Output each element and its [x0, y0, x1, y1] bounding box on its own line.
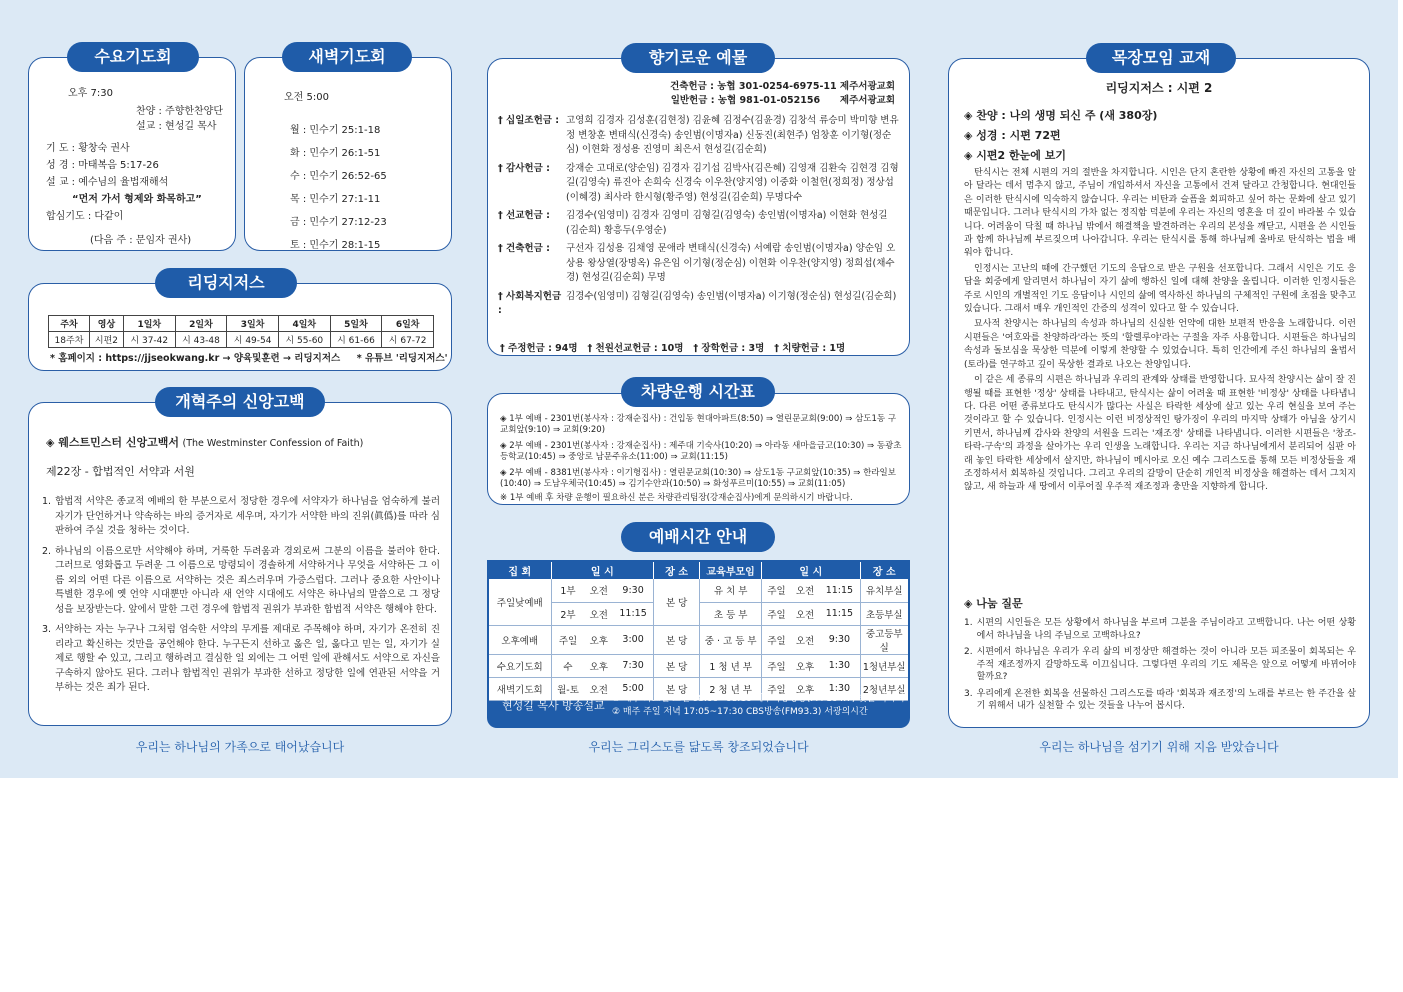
- worship-cell: 오전: [585, 677, 614, 700]
- worship-cell: 오후: [585, 654, 614, 677]
- worship-cell: 오후예배: [489, 625, 551, 654]
- reading-cell: 시 37-42: [123, 332, 175, 348]
- worship-cell: 1:30: [819, 654, 860, 677]
- wednesday-prayer-title: 수요기도회: [67, 42, 199, 72]
- reading-header: 3일차: [227, 316, 279, 332]
- creed-book: [46, 436, 363, 451]
- dawn-time: 오전 5:00: [284, 92, 329, 103]
- worship-cell: 11:15: [819, 602, 860, 625]
- reading-header: 2일차: [175, 316, 227, 332]
- offering-label: † 건축헌금 :: [498, 243, 550, 254]
- worship-cell: 수: [551, 654, 585, 677]
- offering-footer: † 주정헌금 : 94명 † 천원선교헌금 : 10명 † 장학헌금 : 3명 † 치량헌금 : 1명: [500, 343, 846, 354]
- creed-chapter: 제22장 - 합법적인 서약과 서원: [46, 465, 195, 478]
- worship-cell: 2부: [551, 602, 585, 625]
- worship-cell: 본 당: [654, 579, 700, 625]
- wed-sermon: 설 교 : 예수님의 율법재해석: [46, 177, 169, 188]
- offering-list: [498, 114, 900, 323]
- broadcast-line-2: ② 매주 주일 저녁 17:05~17:30 CBS방송(FM93.3) 서광의시간: [612, 707, 868, 717]
- dawn-day: 금 : 민수기 27:12-23: [290, 217, 387, 228]
- cell-questions-title: ◈ 나눔 질문: [964, 597, 1023, 610]
- worship-header: 장 소: [654, 562, 700, 579]
- offering-label: † 감사헌금 :: [498, 162, 550, 174]
- worship-header: 장 소: [860, 562, 908, 579]
- question-text: 시편의 시인들은 모든 상황에서 하나님을 부르며 그분을 주님이라고 고백합니다. 나는 어떤 상황에서 하나님을 나의 주님으로 고백하나요?: [976, 618, 1356, 641]
- wed-host: 설교 : 현성길 목사: [136, 121, 217, 132]
- question-number: 2.: [964, 647, 973, 657]
- worship-header: 일 시: [762, 562, 860, 579]
- reading-note: * 홈페이지 : https://jjseokwang.kr → 양육및훈련 → 리딩지저스 * 유튜브 '리딩지저스': [50, 353, 448, 364]
- bus-line: ◈ 2부 예배 - 2301번(봉사자 : 강재순집사) : 제주대 기숙사(10:20) ⇒ 아라동 새마을금고(10:30) ⇒ 동광초등학교(10:45) ⇒ 중앙로 남문주유소(11:00) ⇒ 교회(11:15): [500, 441, 902, 462]
- wed-closing: 합심기도 : 다같이: [46, 211, 124, 222]
- reading-cell: 시 49-54: [227, 332, 279, 348]
- worship-cell: 수요기도회: [489, 654, 551, 677]
- worship-cell: 월-토: [551, 677, 585, 700]
- worship-cell: 오전: [791, 625, 820, 654]
- dawn-day: 토 : 민수기 28:1-15: [290, 240, 381, 251]
- reading-cell: 시 43-48: [175, 332, 227, 348]
- worship-cell: 9:30: [819, 625, 860, 654]
- broadcast-label: 현성길 목사 방송설교: [502, 699, 605, 712]
- offering-label: † 선교헌금 :: [498, 210, 550, 221]
- worship-cell: 주일: [762, 654, 791, 677]
- offering-row: [498, 162, 900, 206]
- creed-items: [42, 495, 440, 696]
- reading-cell: 시 61-66: [330, 332, 382, 348]
- reading-header: 주차: [49, 316, 90, 332]
- worship-cell: 7:30: [613, 654, 654, 677]
- offering-names: 김경수(임영미) 김경자 김영미 김형길(김영숙) 송인범(이명자a) 이현화 현성길(김순희) 황흥두(우영순): [566, 210, 888, 236]
- cell-paragraph: 이 같은 세 종류의 시편은 하나님과 우리의 관계와 상태를 반영합니다. 묘사적 찬양시는 삶이 잘 진행될 때를 표현한 '정상' 상태를 나타내고, 탄식시는 삶이 어려울 때 표현한 '비정상' 상태를 나타냅니다. 다른 어떤 종류보다도 탄식시가 많다는 사실은 타락한 세상에 살고 있는 우리 현실을 보여 주는 것이라고 할 수 있습니다. 인정시는 이런 비정상적인 탕가징이 우리의 마지막 상태가 아님을 상기시키면서, 하나님께 감사와 찬양의 서원을 드리는 '재조정' 상태를 나타냅니다. 이러한 시편들은 '창조-타락-구속'의 과정을 살아가는 우리 인생을 노래합니다. 우리는 지금 하나님에게서 분리되어 심판 아래 놓인 타락한 세상에서 살지만, 하나님이 메시아로 오신 예수 그리스도를 통해 모든 비정상들을 재조정하셔서 회복하실 것입니다. 그리고 우리의 갈망이 단순히 개인적 비정상을 해결하는 데서 그치지 않고, 새 하늘과 새 땅에서 이루어질 우주적 재조정과 충만을 지향하게 합니다.: [964, 375, 1356, 493]
- creed-item-text: 하나님의 이름으로만 서약해야 하며, 거룩한 두려움과 경외로써 그분의 이름을 불러야 한다. 그러므로 영화롭고 두려운 그 이름으로 망령되이 경솔하게 서약하거나 무엇을 서약하든 그 이름 외의 어떤 다른 이름으로 서약하는 것은 죄스러우며 가증스럽다. 그러나 중요한 사안이나 특별한 경우에 옛 언약 시대뿐만 아니라 새 언약 시대에도 서약은 하나님의 말씀으로 그 정당성을 보장받는다. 앞에서 말한 그런 경우에 합법적 권위가 부과한 합법적 서약은 행해야 한다.: [55, 545, 440, 615]
- cell-questions: [964, 617, 1356, 713]
- worship-cell: 2청년부실: [860, 677, 908, 700]
- bus-note: ※ 1부 예배 후 차량 운행이 필요하신 분은 차량관리팀장(강재순집사)에게 문의하시기 바랍니다.: [500, 493, 853, 503]
- cell-paragraphs: [964, 167, 1356, 495]
- cell-scripture: ◈ 성경 : 시편 72편: [964, 129, 1061, 142]
- cell-question: [964, 617, 1356, 642]
- dawn-prayer-title: 새벽기도회: [282, 42, 412, 72]
- worship-table: [489, 562, 908, 701]
- worship-cell: 주일: [762, 625, 791, 654]
- worship-cell: 오후: [791, 654, 820, 677]
- wed-time: 오후 7:30: [68, 88, 113, 99]
- worship-cell: 주일: [762, 602, 791, 625]
- reading-header: 4일차: [278, 316, 330, 332]
- cell-paragraph: 묘사적 찬양시는 하나님의 속성과 하나님의 신실한 언약에 대한 보편적 반응을 노래합니다. 이런 시편들은 '여호와를 찬양하라'라는 뜻의 '할렐루야'라는 구절을 자주 사용합니다. 시편들은 하나님의 속성과 돌보심을 묵상한 덕분에 이렇게 찬양할 수 있었습니다. 특히 인간에게 주신 하나님의 율법서(토라)를 연구하고 깊이 묵상한 결과로 나오는 찬양입니다.: [964, 319, 1356, 370]
- creed-item-number: 2.: [42, 545, 52, 557]
- reading-cell: 18주차: [49, 332, 90, 348]
- dawn-day: 월 : 민수기 25:1-18: [290, 125, 381, 136]
- worship-header: 일 시: [551, 562, 654, 579]
- offering-title: 향기로운 예물: [621, 43, 775, 73]
- worship-cell: 초등부실: [860, 602, 908, 625]
- worship-cell: 중 · 고 등 부: [700, 625, 762, 654]
- worship-cell: 본 당: [654, 654, 700, 677]
- worship-cell: 9:30: [613, 579, 654, 602]
- worship-cell: 주일: [762, 677, 791, 700]
- dawn-day: 화 : 민수기 26:1-51: [290, 148, 381, 159]
- reading-table: [48, 315, 434, 348]
- creed-book-title: ◈ 웨스트민스터 신앙고백서: [46, 436, 180, 449]
- wed-scripture: 성 경 : 마태복음 5:17-26: [46, 160, 159, 171]
- worship-cell: 새벽기도회: [489, 677, 551, 700]
- offering-label: † 사회복지헌금 :: [498, 290, 562, 316]
- worship-header: 교육부모임: [700, 562, 762, 579]
- worship-cell: 주일낮예배: [489, 579, 551, 625]
- creed-item-text: 합법적 서약은 종교적 예배의 한 부분으로서 정당한 경우에 서약자가 하나님을 엄숙하게 불러 자기가 단언하거나 약속하는 바의 증거자로 세우며, 자기가 서약한 바의 진위(眞僞)를 따라 심판하여 주실 것을 청하는 것이다.: [55, 496, 440, 536]
- bus-title: 차량운행 시간표: [621, 377, 775, 407]
- creed-item-text: 서약하는 자는 누구나 그처럼 엄숙한 서약의 무게를 제대로 주목해야 하며, 자기가 온전히 진리라고 확신하는 것만을 공언해야 한다. 누구든지 선하고 옳은 일, 옳다고 믿는 일, 자기가 실제로 행할 수 있고, 그리고 행하려고 결심한 일 외에는 그 어떤 일에 관해서도 서약으로 자신을 구속하지 않아도 된다. 그러나 합법적인 권위가 부과한 선하고 정당한 일에 연관된 서약을 거부하는 것은 죄가 된다.: [55, 624, 440, 693]
- offering-row: [498, 290, 900, 319]
- creed-item: [42, 623, 440, 696]
- dawn-days: [290, 124, 387, 252]
- worship-cell: 본 당: [654, 625, 700, 654]
- cell-paragraph: 인정시는 고난의 때에 간구했던 기도의 응답으로 받은 구원을 선포합니다. 그래서 시인은 기도 응답을 회중에게 알리면서 하나님이 자기 삶에 행하신 일에 대해 찬양을 올립니다. 이러한 인정시들은 주로 시인의 개별적인 기도 응답이나 시인의 삶에 역사하신 하나님의 구체적인 구원에 초점을 맞추고 있습니다. 그래서 매우 개인적인 간증의 성격이 있다고 할 수 있습니다.: [964, 263, 1356, 315]
- question-text: 우리에게 온전한 회복을 선물하신 그리스도를 따라 '회복과 재조정'의 노래를 부르는 한 주간을 살기 위해서 내가 실천할 수 있는 것들을 나누어 봅시다.: [976, 688, 1356, 711]
- reading-header: 6일차: [382, 316, 434, 332]
- worship-header: 집 회: [489, 562, 551, 579]
- offering-row: [498, 209, 900, 238]
- worship-row: [489, 625, 908, 654]
- worship-cell: 3:00: [613, 625, 654, 654]
- worship-cell: 중고등부실: [860, 625, 908, 654]
- cell-group-title: 목장모임 교재: [1086, 43, 1236, 73]
- motto-right: 우리는 하나님을 섬기기 위해 지음 받았습니다: [1039, 740, 1279, 754]
- worship-cell: 오후: [585, 625, 614, 654]
- offering-names: 강재순 고대로(양순임) 김경자 김기섭 김박사(김은혜) 김영재 김환숙 김현경 김형길(김영숙) 류진아 손희숙 신경숙 이우찬(양지영) 이중화 이철헌(정희정) 정상섭(이혜경) 최사라 한시형(황주영) 현성길(김순희) 무명다수: [566, 162, 899, 203]
- offering-row: [498, 114, 900, 158]
- creed-item-number: 1.: [42, 496, 52, 507]
- offering-names: 고영희 김경자 김성훈(김현정) 김윤혜 김정수(김윤경) 김창석 류승미 박미향 변유정 변창훈 변태식(신경숙) 송인범(이명자a) 신동진(최현주) 엄창훈 이기형(정순심) 이현화 정성용 진영미 최은서 현성길(김순희): [566, 115, 899, 155]
- worship-cell: 1청년부실: [860, 654, 908, 677]
- worship-cell: 주일: [551, 625, 585, 654]
- dawn-day: 수 : 민수기 26:52-65: [290, 171, 387, 182]
- worship-cell: 본 당: [654, 677, 700, 700]
- question-text: 시편에서 하나님은 우리가 우리 삶의 비정상만 해결하는 것이 아니라 모든 피조물이 회복되는 우주적 재조정까지 갈망하도록 이끄십니다. 그렇다면 우리의 기도 제목은 앞으로 어떻게 바뀌어야 할까요?: [976, 647, 1356, 682]
- reading-header-row: [49, 316, 434, 332]
- offering-names: 구선자 김성용 김채영 문애라 변태식(신경숙) 서예람 송인범(이명자a) 양순임 오상용 왕상열(장명옥) 유은임 이기형(정순심) 이현화 이우찬(양지영) 정희섭(채수경) 현성길(김순희) 무명: [566, 243, 896, 283]
- worship-cell: 초 등 부: [700, 602, 762, 625]
- worship-row: [489, 654, 908, 677]
- worship-cell: 오전: [791, 602, 820, 625]
- reading-jesus-title: 리딩지저스: [155, 268, 297, 298]
- dawn-day: 목 : 민수기 27:1-11: [290, 194, 381, 205]
- reading-cell: 시 55-60: [278, 332, 330, 348]
- reading-cell: 시편2: [89, 332, 123, 348]
- offering-row: [498, 242, 900, 286]
- broadcast-line-1: ① 매주 화요일 오전 08:00~08:10 제주극동방송(FM 104.7) 빛을 따라서: [612, 694, 905, 704]
- reading-row: [49, 332, 434, 348]
- cell-hymn: ◈ 찬양 : 나의 생명 되신 주 (새 380장): [964, 109, 1158, 122]
- creed-title: 개혁주의 신앙고백: [155, 387, 325, 417]
- question-number: 1.: [964, 618, 973, 628]
- worship-cell: 유치부실: [860, 579, 908, 602]
- worship-cell: 주일: [762, 579, 791, 602]
- reading-header: 5일차: [330, 316, 382, 332]
- motto-center: 우리는 그리스도를 닮도록 창조되었습니다: [588, 740, 809, 754]
- cell-study-title: ◈ 시편2 한눈에 보기: [964, 149, 1066, 162]
- worship-row: [489, 579, 908, 602]
- worship-cell: 2 청 년 부: [700, 677, 762, 700]
- wed-next: (다음 주 : 문임자 권사): [90, 235, 192, 246]
- creed-item-number: 3.: [42, 624, 52, 635]
- worship-header-row: [489, 562, 908, 579]
- offering-names: 김경수(임영미) 김형길(김영숙) 송인범(이명자a) 이기형(정순심) 현성길(김순희): [566, 290, 897, 302]
- motto-left: 우리는 하나님의 가족으로 태어났습니다: [135, 740, 345, 754]
- worship-cell: 11:15: [613, 602, 654, 625]
- cell-subtitle: 리딩지저스 : 시편 2: [1105, 81, 1213, 95]
- reading-header: 영상: [89, 316, 123, 332]
- bus-line: ◈ 2부 예배 - 8381번(봉사자 : 이기형집사) : 열린문교회(10:30) ⇒ 삼도1동 구교회앞(10:35) ⇒ 한라일보(10:40) ⇒ 도남우체국(10:45) ⇒ 김기수안과(10:50) ⇒ 화성푸르미(10:55) ⇒ 교회(11:05): [500, 468, 896, 489]
- wed-praise: 찬양 : 주향한찬양단: [136, 106, 224, 117]
- worship-cell: 1부: [551, 579, 585, 602]
- bus-line: ◈ 1부 예배 - 2301번(봉사자 : 강재순집사) : 건입동 현대아파트(8:50) ⇒ 열린문교회(9:00) ⇒ 삼도1동 구교회앞(9:10) ⇒ 교회(9:20): [500, 414, 897, 435]
- reading-cell: 시 67-72: [382, 332, 434, 348]
- offering-label: † 십일조헌금 :: [498, 115, 560, 126]
- wed-prayer: 기 도 : 황창숙 권사: [46, 143, 130, 154]
- reading-header: 1일차: [123, 316, 175, 332]
- worship-cell: 오전: [585, 579, 614, 602]
- worship-cell: 1 청 년 부: [700, 654, 762, 677]
- worship-cell: 유 치 부: [700, 579, 762, 602]
- creed-book-english: (The Westminster Confession of Faith): [182, 438, 364, 449]
- question-number: 3.: [964, 688, 973, 699]
- worship-cell: 오전: [791, 579, 820, 602]
- bus-lines: [500, 414, 902, 495]
- worship-cell: 오전: [585, 602, 614, 625]
- worship-title: 예배시간 안내: [621, 522, 775, 552]
- offering-account-building: 건축헌금 : 농협 301-0254-6975-11 제주서광교회: [670, 81, 895, 92]
- cell-paragraph: 탄식시는 전체 시편의 거의 절반을 차지합니다. 시인은 단지 혼란한 상황에 빠진 자신의 고통을 알아 달라는 데서 멈추지 않고, 주님이 개입하셔서 자신을 고통에서 건져 달라고 간청합니다. 현대인들은 이러한 탄식시에 익숙하지 않습니다. 우리는 비탄과 슬픔을 회피하고 싶어 하는 문화에 살고 있기 때문입니다. 그러나 탄식시의 가차 없는 정직함 덕분에 우리는 자신의 영혼을 더 깊이 바라볼 수 있습니다. 어려움이 닥칠 때 하나님 밖에서 해결책을 발견하려는 우리의 본성을 깨닫고, 시편을 쓴 시인들과 함께 하나님께 부르짖으며 나아갑니다. 우리는 탄식시를 통해 하나님께 올바로 탄식하는 법을 배워야 합니다.: [964, 168, 1356, 259]
- creed-item: [42, 545, 440, 618]
- worship-cell: 11:15: [819, 579, 860, 602]
- offering-account-general: 일반헌금 : 농협 981-01-052156 제주서광교회: [670, 95, 895, 106]
- wed-sermon-title: “먼저 가서 형제와 화목하고”: [72, 194, 202, 205]
- creed-item: [42, 495, 440, 539]
- cell-question: [964, 688, 1356, 713]
- worship-cell: 1:30: [819, 677, 860, 700]
- cell-question: [964, 646, 1356, 684]
- worship-cell: 5:00: [613, 677, 654, 700]
- worship-cell: 오후: [791, 677, 820, 700]
